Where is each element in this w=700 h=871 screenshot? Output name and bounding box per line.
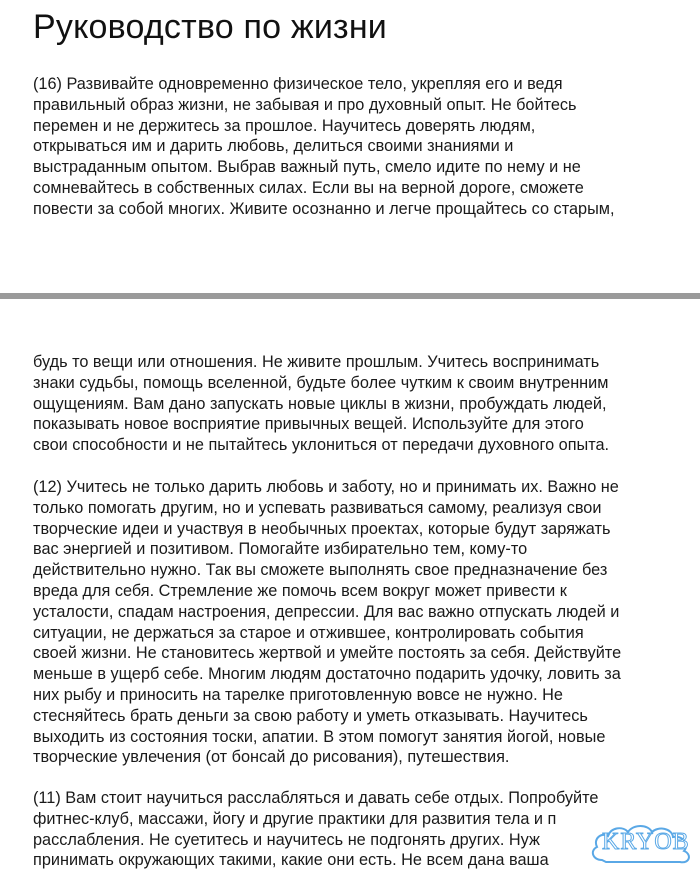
- text-line: перемен и не держитесь за прошлое. Научитесь доверять людям,: [33, 116, 536, 135]
- paragraph-11: [33, 788, 598, 871]
- text-line: выходить из состояния тоски, апатии. В этом помогут занятия йогой, новые: [33, 727, 606, 746]
- text-line: своей жизни. Не становитесь жертвой и умейте постоять за себя. Действуйте: [33, 644, 622, 663]
- text-line: знаки судьбы, помощь вселенной, будьте более чутким к своим внутренним: [33, 373, 609, 392]
- text-line: них рыбу и приносить на тарелке приготовленную вовсе не нужно. Не: [33, 685, 563, 704]
- text-line: творческие увлечения (от бонсай до рисования), путешествия.: [33, 748, 510, 767]
- text-line: фитнес-клуб, массажи, йогу и другие практики для развития тела и п: [33, 809, 557, 828]
- paragraph-16-part-2: [33, 352, 609, 456]
- text-line: принимать окружающих такими, какие они есть. Не всем дана ваша: [33, 851, 549, 870]
- text-line: повести за собой многих. Живите осознанно и легче прощайтесь со старым,: [33, 199, 615, 218]
- text-line: расслабления. Не суетитесь и научитесь не подгонять других. Нуж: [33, 830, 540, 849]
- text-line: только помогать другим, но и успевать развиваться самому, реализуя свои: [33, 498, 602, 517]
- text-line: (16) Развивайте одновременно физическое тело, укрепляя его и ведя: [33, 75, 563, 93]
- watermark-text: KRYOB: [602, 829, 690, 855]
- text-line: стесняйтесь брать деньги за свою работу и уметь отказывать. Научитесь: [33, 706, 588, 725]
- text-line: ситуации, не держаться за старое и отжившее, контролировать события: [33, 623, 584, 642]
- text-line: сомневайтесь в собственных силах. Если вы на верной дороге, сможете: [33, 178, 584, 197]
- text-line: творческие идеи и участвуя в необычных проектах, которые будут заряжать: [33, 519, 611, 538]
- paragraph-12: [33, 477, 621, 768]
- text-line: открываться им и дарить любовь, делиться своими знаниями и: [33, 137, 514, 156]
- text-line: ощущениям. Вам дано запускать новые циклы в жизни, пробуждать людей,: [33, 394, 607, 413]
- page-divider: [0, 293, 700, 299]
- text-line: вас энергией и позитивом. Помогайте избирательно тем, кому-то: [33, 540, 528, 559]
- text-line: (11) Вам стоит научиться расслабляться и давать себе отдых. Попробуйте: [33, 789, 599, 807]
- text-line: будь то вещи или отношения. Не живите прошлым. Учитесь воспринимать: [33, 353, 600, 371]
- text-line: показывать новое восприятие привычных вещей. Используйте для этого: [33, 415, 584, 434]
- text-line: свои способности и не пытайтесь уклониться от передачи духовного опыта.: [33, 436, 610, 455]
- watermark-logo: [588, 820, 698, 866]
- text-line: действительно нужно. Так вы сможете выполнять свое предназначение без: [33, 561, 608, 580]
- text-line: (12) Учитесь не только дарить любовь и заботу, но и принимать их. Важно не: [33, 478, 619, 496]
- text-line: меньше в ущерб себе. Многим людям достаточно подарить удочку, ловить за: [33, 665, 621, 684]
- text-line: выстраданным опытом. Выбрав важный путь, смело идите по нему и не: [33, 158, 581, 177]
- text-line: усталости, спадам настроения, депрессии. Для вас важно отпускать людей и: [33, 602, 620, 621]
- text-line: вреда для себя. Стремление же помочь всем вокруг может привести к: [33, 581, 567, 600]
- text-line: правильный образ жизни, не забывая и про духовный опыт. Не бойтесь: [33, 95, 577, 114]
- paragraph-16-part-1: [33, 74, 615, 220]
- page-title: Руководство по жизни: [33, 8, 387, 46]
